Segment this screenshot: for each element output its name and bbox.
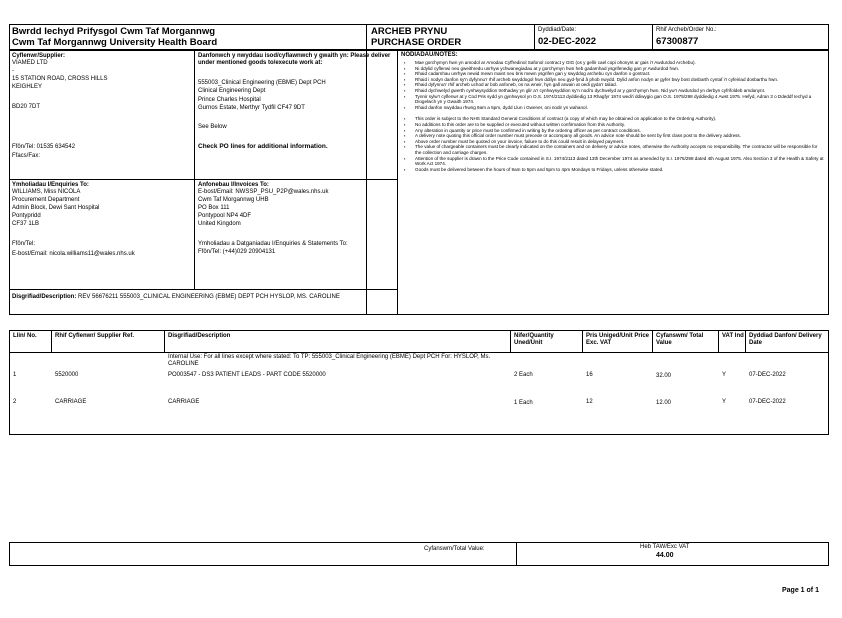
org-name-welsh: Bwrdd Iechyd Prifysgol Cwm Taf Morgannwg xyxy=(12,26,216,37)
invoices-phone: Ffôn/Tel: (+44)029 20904131 xyxy=(198,249,276,255)
row-delivery-date: 07-DEC-2022 xyxy=(749,399,786,405)
date-label: Dyddiad/Date: xyxy=(538,27,577,33)
description-value: REV 56676211 555003_CLINICAL ENGINEERING (EBME) DEPT PCH HYSLOP, MS. CAROLINE xyxy=(78,294,340,300)
delivery-line4: Gurnos Estate, Merthyr Tydfil CF47 9DT xyxy=(198,105,305,111)
supplier-address2: KEIGHLEY xyxy=(12,84,43,90)
enquiries-address2: Pontypridd xyxy=(12,213,41,219)
enquiries-phone: Ffôn/Tel: xyxy=(12,241,36,247)
invoices-label: Anfonebau I/Invoices To: xyxy=(198,182,269,188)
delivery-note: Check PO lines for additional information. xyxy=(198,143,328,150)
row-supplier-ref: 5520000 xyxy=(55,372,79,378)
enquiries-address1: Admin Block, Dewi Sant Hospital xyxy=(12,205,100,211)
note-item: ▪ Above order number must be quoted on your invoice, failure to do this could result in delayed payment. xyxy=(401,139,825,145)
enquiries-dept: Procurement Department xyxy=(12,197,80,203)
enquiries-email[interactable]: E-bost/Email: nicola.williams11@wales.nhs.uk xyxy=(12,251,135,257)
header-line: Llin/ No. xyxy=(13,333,37,339)
order-description xyxy=(12,294,392,301)
row-delivery-date: 07-DEC-2022 xyxy=(749,372,786,378)
row-total: 12.00 xyxy=(656,400,672,406)
row-unit-price: 16 xyxy=(586,372,593,378)
note-item: ▪ Any alteration in quantity or price must be confirmed in writing by the ordering officer as per contract conditions. xyxy=(401,128,825,134)
delivery-line1: 555003_Clinical Engineering (EBME) Dept PCH xyxy=(198,80,326,86)
row-line: 2 xyxy=(13,399,17,405)
supplier-fax: Ffacs/Fax: xyxy=(12,153,41,159)
row-line: 1 xyxy=(13,372,17,378)
total-value: 44.00 xyxy=(656,552,674,559)
delivery-label: Danfonwch y nwyddau isod/cyflawnwch y gwaith yn: Please deliver under mentioned goods to/execute work at: xyxy=(198,53,391,66)
delivery-line5: See Below xyxy=(198,124,227,130)
note-item: ▪ Attention of the supplier is drawn to the Price Code contained in S.I. 1974/2113 dated 13th December 1974 as amended by S.I. 1975/298 dated 4th August 1975. Also Section 3 of the Health & Safety at Work Act 1974. xyxy=(401,156,825,167)
page-number: Page 1 of 1 xyxy=(782,587,819,594)
invoices-line4: United Kingdom xyxy=(198,221,241,227)
header-description: Disgrifiad/Description xyxy=(168,333,231,339)
note-item: ▪ A delivery note quoting this official order number must precede or accompany all goods. An advice note should be sent by first class post to the delivery address. xyxy=(401,133,825,139)
row-quantity: 2 Each xyxy=(514,372,533,378)
row-description: CARRIAGE xyxy=(168,399,200,405)
total-vat-label: Heb TAW/Exc VAT xyxy=(640,544,690,550)
delivery-line3: Prince Charles Hospital xyxy=(198,97,261,103)
order-number-label: Rhif Archeb/Order No.: xyxy=(656,27,717,33)
header-unit-price: Pris Uniged/Unit Price Exc. VAT xyxy=(586,333,650,346)
notes-list xyxy=(401,60,825,172)
order-date: 02-DEC-2022 xyxy=(538,36,597,47)
row-description: PO003547 - DS3 PATIENT LEADS - PART CODE 5520000 xyxy=(168,372,326,378)
invoices-line1: Cwm Taf Morgannwg UHB xyxy=(198,197,269,203)
note-item: ▪ Rhaid i nodyn danfon sy'n dyfynnu'r rhif archeb swyddogol hwn ddilyn neu gyd-fynd â phob nwydd. Dylid anfon nodyn ar gyfer bwy bost dosbarth cyntaf i'r cyfeiriad dosbarthu hwn. xyxy=(401,77,825,83)
note-item: ▪ Goods must be delivered between the hours of 9am to 5pm and 5pm to 4pm Mondays to Fridays, unless otherwise stated. xyxy=(401,167,825,173)
order-number: 67300877 xyxy=(656,36,699,47)
row-unit-price: 12 xyxy=(586,399,593,405)
invoices-email[interactable]: E-bost/Email: NWSSP_PSU_P2P@wales.nhs.uk xyxy=(198,189,329,195)
enquiries-name: WILLIAMS, Miss NICOLA xyxy=(12,189,81,195)
supplier-label: Cyflenwr/Supplier: xyxy=(12,53,66,59)
header-vat: VAT Ind xyxy=(722,333,744,339)
header-supplier-ref: Rhif Cyflenwr/ Supplier Ref. xyxy=(55,333,135,339)
note-item: ▪ Rhaid cadarnhau unrhyw newid mewn maint neu bris mewn ysgrifen gan y swyddog archebu cyn danfon o gontract. xyxy=(401,71,825,77)
supplier-postcode: BD20 7DT xyxy=(12,104,41,110)
invoices-line3: Pontypool NP4 4DF xyxy=(198,213,252,219)
enquiries-postcode: CF37 1LB xyxy=(12,221,40,227)
supplier-name: VIAMED LTD xyxy=(12,60,48,66)
title-welsh: ARCHEB PRYNU xyxy=(371,26,448,37)
header-delivery-date: Dyddiad Danfon/ Delivery Date xyxy=(749,333,822,346)
note-item: ▪ Rhaid dychwelyd gwerth cynhwysyddion trethadwy yn glir a'r cynhwysyddion sy'n nodi'u dychwelyd ar y gorchymyn hwn. Nid yw'r Awdurdod yn derbyn cyfrifoldeb amdanynt. xyxy=(401,88,825,94)
internal-use-note: Internal Use: For all lines except where stated: To TP: 555003_Clinical Engineering (EBME) Dept PCH For: HYSLOP, Ms. CAROLINE xyxy=(168,354,491,367)
note-item: ▪ Mae gorchymyn hwn yn amodol ar Amodau Cyffredinol Safonol contract y GIG (os y gellir cael copi ohonynt ar gais i'r Awdurdod Archebu). xyxy=(401,60,825,66)
note-item: ▪ This order is subject to the NHS Standard General Conditions of contract (a copy of which may be obtained on application to the Ordering Authority). xyxy=(401,116,825,122)
row-vat: Y xyxy=(722,399,727,405)
row-total: 32.00 xyxy=(656,373,672,379)
invoices-statement-label: Ymholiadau a Datganiadau I/Enquiries & Statements To: xyxy=(198,241,348,247)
org-name-english: Cwm Taf Morgannwg University Health Board xyxy=(12,37,218,48)
notes-label: NODIADAU/NOTES: xyxy=(401,52,458,58)
header-quantity: Nifer/Quantity Uned/Unit xyxy=(514,333,554,346)
title-english: PURCHASE ORDER xyxy=(371,37,462,48)
enquiries-label: Ymholiadau I/Enquiries To: xyxy=(12,182,89,188)
row-vat: Y xyxy=(722,372,727,378)
note-item: ▪ Ni ddylid cyflenwi neu gweithredu unrhyw ychwanegiadau at y gorchymyn hwn heb gadarnhad ysgrifenedig gan yr Awdurdod hwn. xyxy=(401,66,825,72)
totals-box xyxy=(9,542,829,566)
row-quantity: 1 Each xyxy=(514,400,533,406)
note-item: ▪ The value of chargeable containers must be clearly indicated on the containers and on delivery or advice notes, otherwise the Authority accepts no responsibility. The contractor will be responsible for the collection and carriage charges. xyxy=(401,144,825,155)
note-item: ▪ Rhaid dyfynnu'r rhif archeb uchod ar bob anfoneb, os na wneir, hyn gall arwain at oedi gyda'r taliad. xyxy=(401,82,825,88)
delivery-line2: Clinical Engineering Dept xyxy=(198,88,266,94)
supplier-address1: 15 STATION ROAD, CROSS HILLS xyxy=(12,76,108,82)
supplier-line2: - xyxy=(12,68,14,74)
header-total-value: Cyfanswm/ Total Value xyxy=(656,333,704,346)
row-supplier-ref: CARRIAGE xyxy=(55,399,87,405)
note-item: ▪ Tynnir sylw'r cyflenwr at y Cod Pris sydd yn gynhwysol yn O.S. 1974/2113 dyddiedig 13 Rhagfyr 1974 wedi'i ddiwygio gan O.S. 1975/298 dyddiedig 4 Awst 1975. Hefyd, Adran 3 o Ddeddf Iechyd a Diogelwch yn y Gwaith 1974. xyxy=(401,94,825,105)
note-item: ▪ No additions to this order are to be supplied or executed without written confirmation from this Authority. xyxy=(401,122,825,128)
description-label: Disgrifiad/Description: xyxy=(12,294,77,300)
invoices-line2: PO Box 111 xyxy=(198,205,230,211)
note-item: ▪ Rhaid danfon nwyddau rhwng 9am a 5pm, dydd Llun i Gwener, oni nodir yn wahanol. xyxy=(401,105,825,111)
supplier-phone: Ffôn/Tel: 01535 634542 xyxy=(12,144,76,150)
total-value-label: Cyfanswm/Total Value: xyxy=(424,546,485,552)
